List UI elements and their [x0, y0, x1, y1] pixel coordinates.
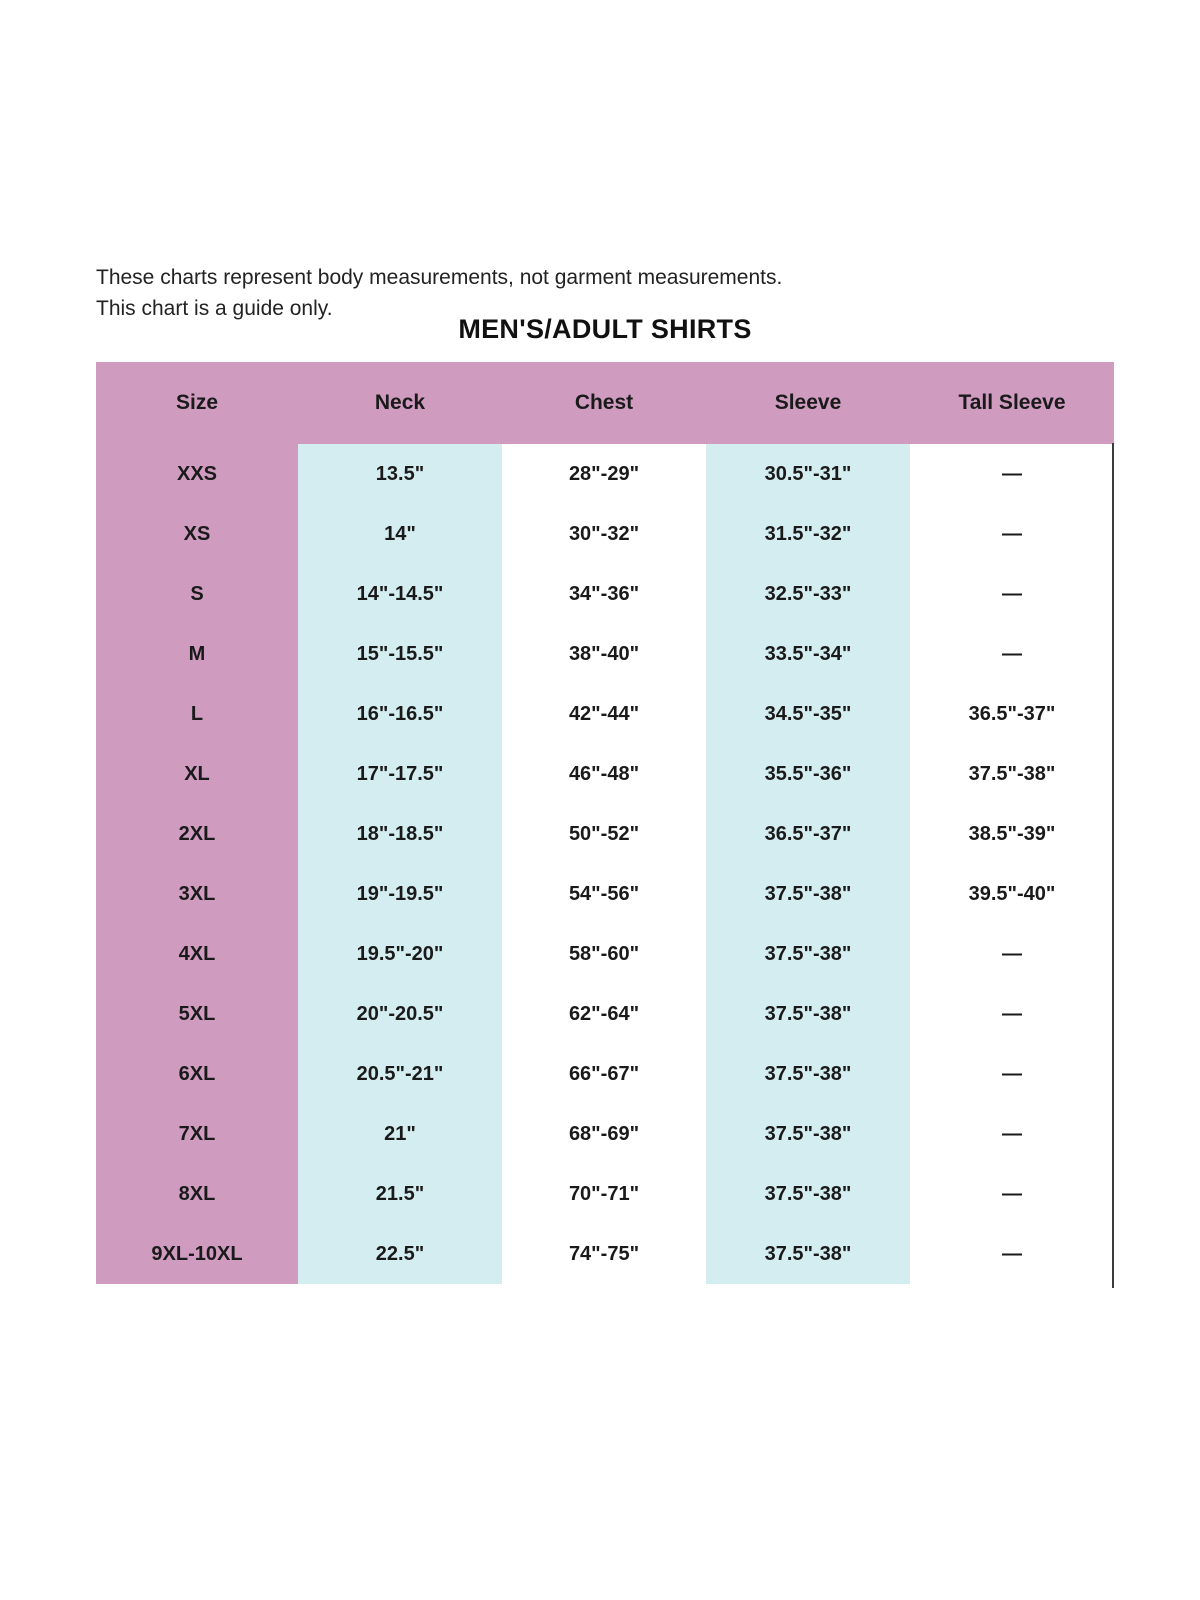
cell-size: S [96, 564, 298, 624]
cell-chest: 58"-60" [502, 924, 706, 984]
cell-neck: 17"-17.5" [298, 744, 502, 804]
cell-size: M [96, 624, 298, 684]
cell-neck: 13.5" [298, 444, 502, 504]
cell-size: 6XL [96, 1044, 298, 1104]
cell-neck: 18"-18.5" [298, 804, 502, 864]
cell-size: L [96, 684, 298, 744]
table-row [96, 624, 1114, 684]
cell-chest: 50"-52" [502, 804, 706, 864]
cell-size: 7XL [96, 1104, 298, 1164]
cell-sleeve: 33.5"-34" [706, 624, 910, 684]
cell-sleeve: 35.5"-36" [706, 744, 910, 804]
cell-sleeve: 34.5"-35" [706, 684, 910, 744]
cell-size: XS [96, 504, 298, 564]
cell-sleeve: 30.5"-31" [706, 444, 910, 504]
table-row [96, 744, 1114, 804]
cell-size: 8XL [96, 1164, 298, 1224]
cell-sleeve: 37.5"-38" [706, 864, 910, 924]
cell-neck: 22.5" [298, 1224, 502, 1284]
cell-neck: 21" [298, 1104, 502, 1164]
cell-neck: 16"-16.5" [298, 684, 502, 744]
table-row [96, 1164, 1114, 1224]
table-row [96, 864, 1114, 924]
cell-neck: 21.5" [298, 1164, 502, 1224]
cell-size: XL [96, 744, 298, 804]
cell-sleeve: 37.5"-38" [706, 1224, 910, 1284]
cell-tall-sleeve: — [910, 924, 1114, 984]
cell-tall-sleeve: 36.5"-37" [910, 684, 1114, 744]
table-row [96, 684, 1114, 744]
cell-tall-sleeve: — [910, 564, 1114, 624]
cell-neck: 19"-19.5" [298, 864, 502, 924]
cell-tall-sleeve: 38.5"-39" [910, 804, 1114, 864]
size-chart-table [96, 362, 1114, 1284]
cell-size: XXS [96, 444, 298, 504]
column-header-chest: Chest [502, 362, 706, 444]
cell-sleeve: 32.5"-33" [706, 564, 910, 624]
table-row [96, 444, 1114, 504]
table-row [96, 1224, 1114, 1284]
cell-chest: 42"-44" [502, 684, 706, 744]
cell-neck: 19.5"-20" [298, 924, 502, 984]
cell-neck: 20"-20.5" [298, 984, 502, 1044]
cell-sleeve: 36.5"-37" [706, 804, 910, 864]
table-row [96, 804, 1114, 864]
intro-line-2: This chart is a guide only. [96, 297, 333, 320]
table-right-divider [1112, 443, 1114, 1288]
table-row [96, 1044, 1114, 1104]
cell-chest: 62"-64" [502, 984, 706, 1044]
cell-chest: 30"-32" [502, 504, 706, 564]
cell-chest: 46"-48" [502, 744, 706, 804]
cell-tall-sleeve: — [910, 624, 1114, 684]
cell-tall-sleeve: 39.5"-40" [910, 864, 1114, 924]
cell-tall-sleeve: — [910, 984, 1114, 1044]
table-row [96, 504, 1114, 564]
cell-sleeve: 37.5"-38" [706, 1164, 910, 1224]
cell-chest: 54"-56" [502, 864, 706, 924]
cell-tall-sleeve: — [910, 444, 1114, 504]
table-body [96, 444, 1114, 1284]
cell-tall-sleeve: — [910, 1164, 1114, 1224]
cell-size: 2XL [96, 804, 298, 864]
table-header-row [96, 362, 1114, 444]
cell-size: 4XL [96, 924, 298, 984]
cell-chest: 66"-67" [502, 1044, 706, 1104]
cell-sleeve: 37.5"-38" [706, 984, 910, 1044]
table-row [96, 984, 1114, 1044]
column-header-tall-sleeve: Tall Sleeve [910, 362, 1114, 444]
cell-tall-sleeve: — [910, 1104, 1114, 1164]
intro-line-1: These charts represent body measurements, not garment measurements. [96, 266, 783, 289]
column-header-size: Size [96, 362, 298, 444]
cell-tall-sleeve: — [910, 504, 1114, 564]
size-chart-table-wrapper [96, 362, 1114, 1284]
column-header-neck: Neck [298, 362, 502, 444]
cell-sleeve: 37.5"-38" [706, 924, 910, 984]
column-header-sleeve: Sleeve [706, 362, 910, 444]
cell-chest: 34"-36" [502, 564, 706, 624]
cell-tall-sleeve: 37.5"-38" [910, 744, 1114, 804]
cell-chest: 68"-69" [502, 1104, 706, 1164]
cell-chest: 28"-29" [502, 444, 706, 504]
cell-neck: 20.5"-21" [298, 1044, 502, 1104]
cell-sleeve: 31.5"-32" [706, 504, 910, 564]
cell-chest: 74"-75" [502, 1224, 706, 1284]
cell-size: 9XL-10XL [96, 1224, 298, 1284]
table-header [96, 362, 1114, 444]
cell-tall-sleeve: — [910, 1044, 1114, 1104]
cell-sleeve: 37.5"-38" [706, 1104, 910, 1164]
cell-size: 3XL [96, 864, 298, 924]
table-row [96, 924, 1114, 984]
table-row [96, 564, 1114, 624]
cell-size: 5XL [96, 984, 298, 1044]
cell-sleeve: 37.5"-38" [706, 1044, 910, 1104]
cell-chest: 70"-71" [502, 1164, 706, 1224]
cell-tall-sleeve: — [910, 1224, 1114, 1284]
cell-neck: 14"-14.5" [298, 564, 502, 624]
cell-chest: 38"-40" [502, 624, 706, 684]
page-title: MEN'S/ADULT SHIRTS [458, 314, 752, 344]
table-row [96, 1104, 1114, 1164]
cell-neck: 15"-15.5" [298, 624, 502, 684]
cell-neck: 14" [298, 504, 502, 564]
